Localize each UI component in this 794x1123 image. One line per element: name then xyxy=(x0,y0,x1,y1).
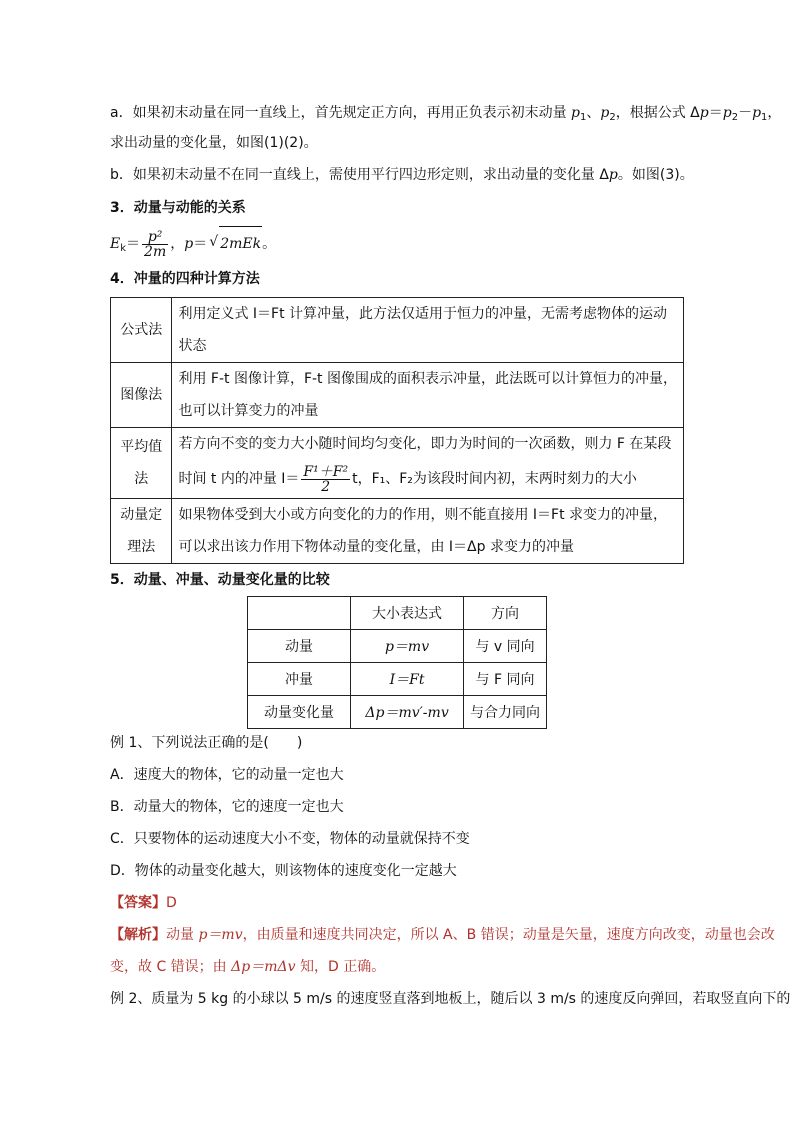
table-cell: I＝Ft xyxy=(351,663,464,696)
answer-label: 【答案】 xyxy=(110,895,166,911)
analysis-line-2 xyxy=(110,952,730,982)
paragraph-a-line2: 求出动量的变化量，如图(1)(2)。 xyxy=(110,135,318,151)
analysis-text: 变，故 C 错误；由 xyxy=(110,959,232,975)
method-name-line: 平均值 xyxy=(120,439,163,455)
table-header-row xyxy=(248,597,547,630)
method-line-part: t，F₁、F₂为该段时间内初，末两时刻力的大小 xyxy=(352,471,637,487)
table-cell: 与 v 同向 xyxy=(464,630,547,663)
comma: ， xyxy=(767,105,782,121)
paragraph-b xyxy=(110,160,730,190)
example2-question: 例 2、质量为 5 kg 的小球以 5 m/s 的速度竖直落到地板上，随后以 3 m/s 的速度反向弹回，若取竖直向下的 xyxy=(110,991,791,1007)
subscript-2: 2 xyxy=(731,112,739,123)
table-cell: p＝mv xyxy=(351,630,464,663)
answer-value: D xyxy=(166,895,177,911)
heading-4: 4．冲量的四种计算方法 xyxy=(110,271,260,287)
heading-3: 3．动量与动能的关系 xyxy=(110,200,246,216)
table-cell: 冲量 xyxy=(248,663,351,696)
method-description xyxy=(172,298,684,363)
minus: － xyxy=(738,105,753,121)
energy-relation xyxy=(110,226,730,261)
paragraph-b-end: 。如图(3)。 xyxy=(617,167,694,183)
header-cell: 方向 xyxy=(464,597,547,630)
equals: ＝ xyxy=(126,236,141,252)
table-row xyxy=(248,663,547,696)
table-row xyxy=(111,298,684,363)
method-line: 利用 F-t 图像计算，F-t 图像围成的面积表示冲量，此法既可以计算恒力的冲量， xyxy=(178,371,677,387)
paragraph-a-text: a．如果初末动量在同一直线上，首先规定正方向，再用正负表示初末动量 xyxy=(110,105,567,121)
square-root: √ 2mEk xyxy=(219,226,262,261)
header-cell: 大小表达式 xyxy=(351,597,464,630)
symbol-p: p xyxy=(184,236,194,252)
separator: 、 xyxy=(586,105,601,121)
equals: ＝ xyxy=(193,236,208,252)
method-name: 公式法 xyxy=(111,298,172,363)
fraction xyxy=(301,465,350,494)
method-name-line: 法 xyxy=(134,471,149,487)
table-row xyxy=(248,696,547,729)
method-line: 也可以计算变力的冲量 xyxy=(178,403,319,419)
method-line-part: 时间 t 内的冲量 I＝ xyxy=(178,471,300,487)
option-c: C．只要物体的运动速度大小不变，物体的动量就保持不变 xyxy=(110,831,470,847)
table-cell: 与 F 同向 xyxy=(464,663,547,696)
fraction-numerator: F¹＋F² xyxy=(303,463,349,480)
fraction-denominator: 2m xyxy=(144,243,167,260)
header-cell xyxy=(248,597,351,630)
subscript-k: k xyxy=(120,243,127,254)
table-cell: 动量 xyxy=(248,630,351,663)
symbol-p: p xyxy=(600,105,610,121)
equals: ＝ xyxy=(708,105,723,121)
paragraph-a xyxy=(110,98,782,128)
symbol-p: p xyxy=(722,105,732,121)
method-line: 状态 xyxy=(178,338,207,354)
table-row xyxy=(111,428,684,499)
subscript-1: 1 xyxy=(580,112,587,123)
fraction xyxy=(142,230,168,259)
method-line: 若方向不变的变力大小随时间均匀变化，即力为时间的一次函数，则力 F 在某段 xyxy=(178,436,672,452)
paragraph-b-text: b．如果初末动量不在同一直线上，需使用平行四边形定则，求出动量的变化量 Δ xyxy=(110,167,609,183)
method-description xyxy=(172,363,684,428)
analysis-text: ，由质量和速度共同决定，所以 A、B 错误；动量是矢量，速度方向改变，动量也会改 xyxy=(242,927,775,943)
method-line: 可以求出该力作用下物体动量的变化量，由 I＝Δp 求变力的冲量 xyxy=(178,539,574,555)
analysis-text: 动量 xyxy=(166,927,199,943)
option-b: B．动量大的物体，它的速度一定也大 xyxy=(110,799,344,815)
analysis-text: 知，D 正确。 xyxy=(295,959,386,975)
method-name-line: 理法 xyxy=(127,539,156,555)
method-description xyxy=(172,428,684,499)
answer-line xyxy=(110,888,730,918)
fraction-denominator: 2 xyxy=(321,478,331,495)
formula-lead: ，根据公式 Δ xyxy=(615,105,700,121)
subscript-2: 2 xyxy=(609,112,616,123)
subscript-1: 1 xyxy=(761,112,768,123)
option-a: A．速度大的物体，它的动量一定也大 xyxy=(110,767,344,783)
method-line xyxy=(178,460,677,498)
method-line: 如果物体受到大小或方向变化的力的作用，则不能直接用 I＝Ft 求变力的冲量， xyxy=(178,507,668,523)
analysis-line-1 xyxy=(110,920,775,950)
table-cell: Δp＝mv′-mv xyxy=(351,696,464,729)
method-name-line: 动量定 xyxy=(120,507,163,523)
comparison-table xyxy=(247,596,547,729)
symbol-p: p xyxy=(571,105,580,121)
method-name: 图像法 xyxy=(111,363,172,428)
option-d: D．物体的动量变化越大，则该物体的速度变化一定越大 xyxy=(110,863,457,879)
symbol-E: E xyxy=(110,236,121,252)
symbol-p: p xyxy=(752,105,762,121)
method-name xyxy=(111,428,172,499)
analysis-label: 【解析】 xyxy=(110,927,166,943)
table-row xyxy=(111,363,684,428)
method-line: 利用定义式 I＝Ft 计算冲量，此方法仅适用于恒力的冲量，无需考虑物体的运动 xyxy=(178,306,668,322)
table-cell: 与合力同向 xyxy=(464,696,547,729)
table-row xyxy=(111,499,684,564)
example1-question: 例 1、下列说法正确的是( ) xyxy=(110,735,303,751)
symbol-p: p xyxy=(699,105,709,121)
comma: ， xyxy=(170,236,185,252)
fraction-numerator: p² xyxy=(142,230,168,245)
table-row xyxy=(248,630,547,663)
heading-5: 5．动量、冲量、动量变化量的比较 xyxy=(110,572,330,588)
analysis-formula: Δp＝mΔv xyxy=(231,959,296,975)
impulse-methods-table xyxy=(110,297,684,564)
symbol-p: p xyxy=(608,167,618,183)
method-description xyxy=(172,499,684,564)
period: 。 xyxy=(262,236,277,252)
table-cell: 动量变化量 xyxy=(248,696,351,729)
method-name xyxy=(111,499,172,564)
analysis-formula: p＝mv xyxy=(198,927,243,943)
